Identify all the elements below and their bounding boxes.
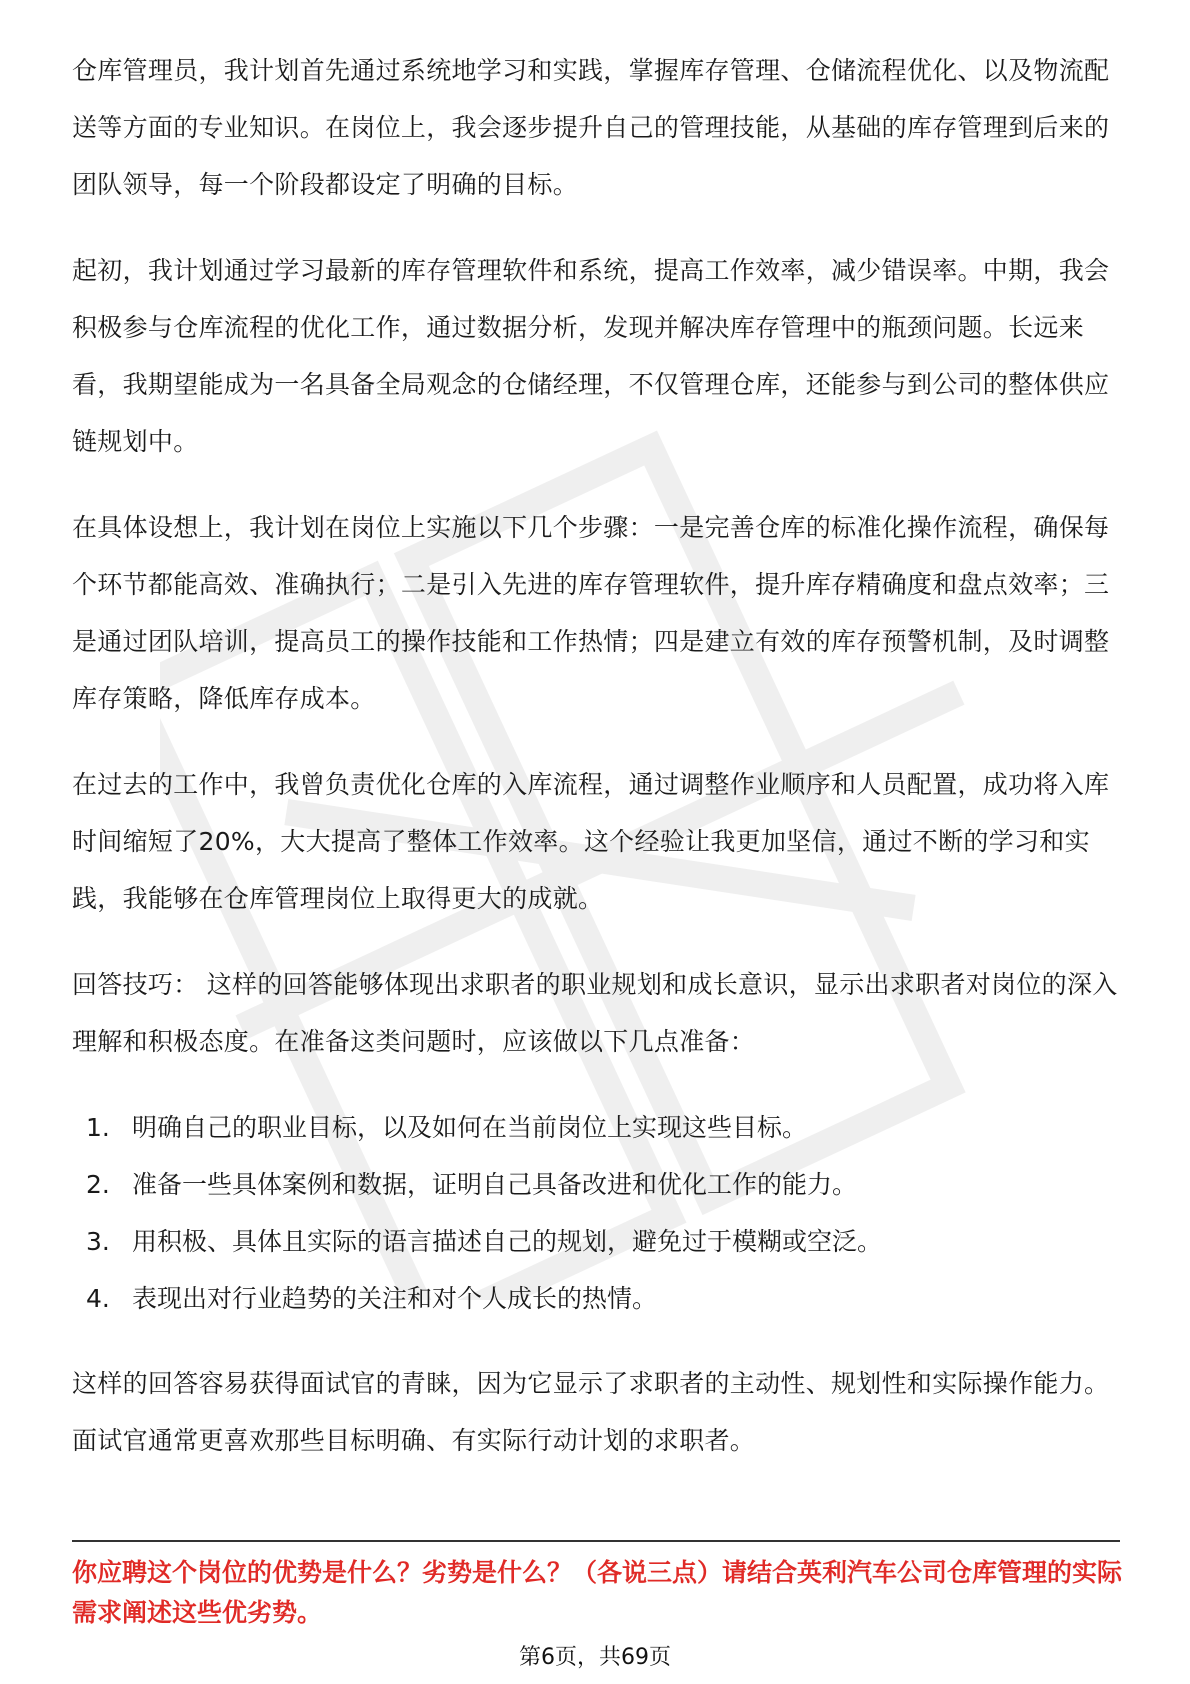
list-item — [72, 1213, 1122, 1270]
list-item-number: 1. — [86, 1113, 110, 1142]
paragraph-intro: 仓库管理员，我计划首先通过系统地学习和实践，掌握库存管理、仓储流程优化、以及物流配送等方面的专业知识。在岗位上，我会逐步提升自己的管理技能，从基础的库存管理到后来的团队领导，每一个阶段都设定了明确的目标。 — [72, 56, 1110, 199]
paragraph-closing: 这样的回答容易获得面试官的青睐，因为它显示了求职者的主动性、规划性和实际操作能力。面试官通常更喜欢那些目标明确、有实际行动计划的求职者。 — [72, 1369, 1110, 1455]
list-item — [72, 1099, 1122, 1156]
list-item-number: 2. — [86, 1170, 110, 1199]
page-number-footer: 第6页，共69页 — [519, 1645, 671, 1670]
section-divider — [72, 1540, 1120, 1542]
paragraph-plan-stages: 起初，我计划通过学习最新的库存管理软件和系统，提高工作效率，减少错误率。中期，我会积极参与仓库流程的优化工作，通过数据分析，发现并解决库存管理中的瓶颈问题。长远来看，我期望能成为一名具备全局观念的仓储经理，不仅管理仓库，还能参与到公司的整体供应链规划中。 — [72, 256, 1110, 456]
document-body — [72, 42, 1122, 1498]
list-item-text: 准备一些具体案例和数据，证明自己具备改进和优化工作的能力。 — [132, 1170, 858, 1199]
paragraph-past-experience: 在过去的工作中，我曾负责优化仓库的入库流程，通过调整作业顺序和人员配置，成功将入库时间缩短了20%，大大提高了整体工作效率。这个经验让我更加坚信，通过不断的学习和实践，我能够在仓库管理岗位上取得更大的成就。 — [72, 770, 1110, 913]
list-item — [72, 1270, 1122, 1327]
list-item-text: 用积极、具体且实际的语言描述自己的规划，避免过于模糊或空泛。 — [132, 1227, 883, 1256]
list-item-text: 表现出对行业趋势的关注和对个人成长的热情。 — [132, 1284, 658, 1313]
paragraph-specific-steps: 在具体设想上，我计划在岗位上实施以下几个步骤：一是完善仓库的标准化操作流程，确保每个环节都能高效、准确执行；二是引入先进的库存管理软件，提升库存精确度和盘点效率；三是通过团队培训，提高员工的操作技能和工作热情；四是建立有效的库存预警机制，及时调整库存策略，降低库存成本。 — [72, 513, 1110, 713]
list-item — [72, 1156, 1122, 1213]
next-question-heading: 你应聘这个岗位的优势是什么？劣势是什么？（各说三点）请结合英利汽车公司仓库管理的实际需求阐述这些优劣势。 — [72, 1558, 1123, 1627]
list-item-number: 3. — [86, 1227, 110, 1256]
tips-list — [72, 1099, 1122, 1327]
paragraph-answer-tips: 回答技巧： 这样的回答能够体现出求职者的职业规划和成长意识，显示出求职者对岗位的深入理解和积极态度。在准备这类问题时，应该做以下几点准备： — [72, 970, 1118, 1056]
list-item-number: 4. — [86, 1284, 110, 1313]
list-item-text: 明确自己的职业目标，以及如何在当前岗位上实现这些目标。 — [132, 1113, 808, 1142]
